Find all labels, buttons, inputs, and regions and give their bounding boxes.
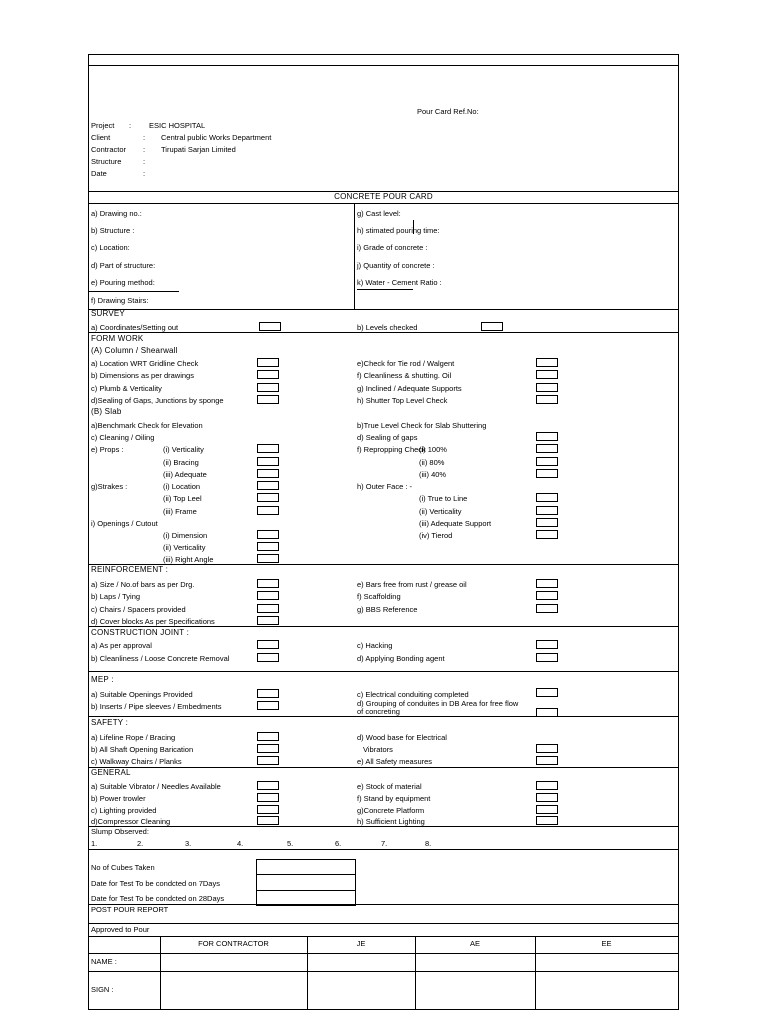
client-value: Central public Works Department bbox=[161, 133, 272, 142]
scaffolding-checkbox[interactable] bbox=[536, 591, 558, 600]
part-of-structure-label: d) Part of structure: bbox=[91, 261, 156, 270]
strakes-label: g)Strakes : bbox=[91, 482, 128, 491]
structure-field-label: b) Structure : bbox=[91, 226, 135, 235]
survey-top-line bbox=[89, 309, 678, 310]
slump-heading: Slump Observed: bbox=[91, 827, 149, 836]
shaft-opening-checkbox[interactable] bbox=[257, 744, 279, 753]
sealing-gaps-checkbox[interactable] bbox=[257, 395, 279, 404]
location-label: c) Location: bbox=[91, 243, 130, 252]
contractor-label: Contractor bbox=[91, 145, 127, 154]
openings-label: i) Openings / Cutout bbox=[91, 519, 158, 528]
mep-heading: MEP : bbox=[91, 675, 114, 684]
formwork-top-line bbox=[89, 332, 678, 333]
as-per-approval-checkbox[interactable] bbox=[257, 640, 279, 649]
sign-row-label: SIGN : bbox=[91, 985, 114, 994]
shutter-top-level-label: h) Shutter Top Level Check bbox=[357, 396, 448, 405]
slump-number-6: 6. bbox=[335, 839, 342, 848]
construction-joint-top-line bbox=[89, 626, 678, 627]
cubes-top-line bbox=[89, 849, 678, 850]
slump-number-5: 5. bbox=[287, 839, 294, 848]
drawing-stairs-underline bbox=[89, 291, 179, 292]
size-bars-checkbox[interactable] bbox=[257, 579, 279, 588]
wood-base-label: d) Wood base for Electrical bbox=[357, 733, 447, 742]
bars-free-rust-label: e) Bars free from rust / grease oil bbox=[357, 580, 467, 589]
client-label: Client bbox=[91, 133, 111, 142]
structure-label: Structure bbox=[91, 157, 122, 166]
strakes-location-label: (i) Location bbox=[163, 482, 201, 491]
slump-number-3: 3. bbox=[185, 839, 192, 848]
name-row-label: NAME : bbox=[91, 957, 117, 966]
grade-of-concrete-label: i) Grade of concrete : bbox=[357, 243, 428, 252]
general-top-line bbox=[89, 767, 678, 768]
standby-equipment-label: f) Stand by equipment bbox=[357, 794, 431, 803]
concrete-platform-checkbox[interactable] bbox=[536, 805, 558, 814]
cleaning-oiling-label: c) Cleaning / Oiling bbox=[91, 433, 155, 442]
je-header: JE bbox=[356, 939, 366, 948]
strakes-location-checkbox[interactable] bbox=[257, 481, 279, 490]
slump-number-2: 2. bbox=[137, 839, 144, 848]
date-sep: : bbox=[143, 169, 146, 178]
construction-joint-heading: CONSTRUCTION JOINT : bbox=[91, 628, 190, 637]
repropping-label: f) Repropping Check bbox=[357, 445, 426, 454]
plumb-verticality-checkbox[interactable] bbox=[257, 383, 279, 392]
outer-face-support-checkbox[interactable] bbox=[536, 518, 558, 527]
hacking-checkbox[interactable] bbox=[536, 640, 558, 649]
sign-table-name-line bbox=[89, 971, 678, 972]
bonding-agent-checkbox[interactable] bbox=[536, 653, 558, 662]
pouring-time-cursor bbox=[413, 220, 414, 234]
power-trowler-label: b) Power trowler bbox=[91, 794, 146, 803]
safety-measures-checkbox[interactable] bbox=[536, 756, 558, 765]
stock-material-checkbox[interactable] bbox=[536, 781, 558, 790]
structure-sep: : bbox=[143, 157, 146, 166]
props-label: e) Props : bbox=[91, 445, 124, 454]
general-heading: GENERAL bbox=[91, 768, 131, 777]
inclined-supports-label: g) Inclined / Adequate Supports bbox=[357, 384, 462, 393]
inserts-sleeves-checkbox[interactable] bbox=[257, 701, 279, 710]
slump-top-line bbox=[89, 826, 678, 827]
slump-number-4: 4. bbox=[237, 839, 244, 848]
plumb-verticality-label: c) Plumb & Verticality bbox=[91, 384, 162, 393]
test-7days-label: Date for Test To be condcted on 7Days bbox=[91, 879, 220, 888]
pour-card-ref-label: Pour Card Ref.No: bbox=[417, 107, 479, 116]
props-verticality-label: (i) Verticality bbox=[163, 445, 204, 454]
walkway-chairs-checkbox[interactable] bbox=[257, 756, 279, 765]
outer-face-support-label: (iii) Adequate Support bbox=[419, 519, 492, 528]
concrete-pour-card-form bbox=[88, 54, 679, 1010]
column-shearwall-heading: (A) Column / Shearwall bbox=[91, 346, 178, 355]
title-bottom-line bbox=[89, 203, 678, 204]
coordinates-label: a) Coordinates/Setting out bbox=[91, 323, 179, 332]
cubes-entry-row-line-2 bbox=[256, 890, 356, 891]
repropping-40-label: (iii) 40% bbox=[419, 470, 447, 479]
drawing-stairs-label: f) Drawing Stairs: bbox=[91, 296, 149, 305]
walkway-chairs-label: c) Walkway Chairs / Planks bbox=[91, 757, 182, 766]
openings-dimension-label: (i) Dimension bbox=[163, 531, 208, 540]
grouping-conduites-label-2: of concreting bbox=[357, 707, 400, 716]
strakes-frame-label: (iii) Frame bbox=[163, 507, 197, 516]
project-value: ESIC HOSPITAL bbox=[149, 121, 206, 130]
pouring-time-label: h) stimated pouring time: bbox=[357, 226, 440, 235]
loose-concrete-label: b) Cleanliness / Loose Concrete Removal bbox=[91, 654, 230, 663]
coordinates-checkbox[interactable] bbox=[259, 322, 281, 331]
electrical-conduiting-label: c) Electrical conduiting completed bbox=[357, 690, 469, 699]
repropping-80-label: (ii) 80% bbox=[419, 458, 445, 467]
openings-right-angle-checkbox[interactable] bbox=[257, 554, 279, 563]
props-adequate-checkbox[interactable] bbox=[257, 469, 279, 478]
test-28days-label: Date for Test To be condcted on 28Days bbox=[91, 894, 225, 903]
props-bracing-label: (ii) Bracing bbox=[163, 458, 199, 467]
outer-face-true-line-label: (i) True to Line bbox=[419, 494, 468, 503]
ae-header: AE bbox=[469, 939, 480, 948]
vibrator-needles-label: a) Suitable Vibrator / Needles Available bbox=[91, 782, 221, 791]
safety-heading: SAFETY : bbox=[91, 718, 129, 727]
openings-verticality-checkbox[interactable] bbox=[257, 542, 279, 551]
chairs-spacers-checkbox[interactable] bbox=[257, 604, 279, 613]
sealing-gaps-label: d)Sealing of Gaps, Junctions by sponge bbox=[91, 396, 224, 405]
openings-verticality-label: (ii) Verticality bbox=[163, 543, 206, 552]
post-pour-report-heading: POST POUR REPORT bbox=[91, 905, 169, 914]
wood-base-checkbox[interactable] bbox=[536, 744, 558, 753]
bonding-agent-label: d) Applying Bonding agent bbox=[357, 654, 445, 663]
header-top-line bbox=[89, 65, 678, 66]
for-contractor-header: FOR CONTRACTOR bbox=[198, 939, 269, 948]
inserts-sleeves-label: b) Inserts / Pipe sleeves / Embedments bbox=[91, 702, 222, 711]
mep-top-line bbox=[89, 671, 678, 672]
client-sep: : bbox=[143, 133, 146, 142]
outer-face-tierod-checkbox[interactable] bbox=[536, 530, 558, 539]
pouring-method-label: e) Pouring method: bbox=[91, 278, 155, 287]
contractor-sep: : bbox=[143, 145, 146, 154]
lifeline-rope-label: a) Lifeline Rope / Bracing bbox=[91, 733, 176, 742]
safety-top-line bbox=[89, 716, 678, 717]
form-title: CONCRETE POUR CARD bbox=[334, 192, 433, 201]
suitable-openings-checkbox[interactable] bbox=[257, 689, 279, 698]
location-wrt-gridline-label: a) Location WRT Gridline Check bbox=[91, 359, 199, 368]
scaffolding-label: f) Scaffolding bbox=[357, 592, 401, 601]
cover-blocks-label: d) Cover blocks As per Specifications bbox=[91, 617, 215, 626]
general-info-divider bbox=[354, 203, 355, 309]
cubes-entry-row-line-1 bbox=[256, 874, 356, 875]
outer-face-verticality-checkbox[interactable] bbox=[536, 506, 558, 515]
sign-table-header-line bbox=[89, 953, 678, 954]
loose-concrete-checkbox[interactable] bbox=[257, 653, 279, 662]
true-level-label: b)True Level Check for Slab Shuttering bbox=[357, 421, 487, 430]
concrete-platform-label: g)Concrete Platform bbox=[357, 806, 425, 815]
electrical-conduiting-checkbox[interactable] bbox=[536, 688, 558, 697]
levels-checked-checkbox[interactable] bbox=[481, 322, 503, 331]
quantity-of-concrete-label: j) Quantity of concrete : bbox=[357, 261, 435, 270]
inclined-supports-checkbox[interactable] bbox=[536, 383, 558, 392]
lifeline-rope-checkbox[interactable] bbox=[257, 732, 279, 741]
strakes-frame-checkbox[interactable] bbox=[257, 506, 279, 515]
project-label: Project bbox=[91, 121, 115, 130]
survey-heading: SURVEY bbox=[91, 309, 125, 318]
cleanliness-oil-checkbox[interactable] bbox=[536, 370, 558, 379]
approved-top-line bbox=[89, 923, 678, 924]
laps-tying-label: b) Laps / Tying bbox=[91, 592, 141, 601]
outer-face-label: h) Outer Face : - bbox=[357, 482, 413, 491]
vibrators-label: Vibrators bbox=[363, 745, 393, 754]
hacking-label: c) Hacking bbox=[357, 641, 393, 650]
tie-rod-label: e)Check for Tie rod / Walgent bbox=[357, 359, 455, 368]
repropping-40-checkbox[interactable] bbox=[536, 469, 558, 478]
grouping-conduites-label: d) Grouping of conduites in DB Area for free flow bbox=[357, 699, 519, 708]
bbs-reference-label: g) BBS Reference bbox=[357, 605, 418, 614]
stock-material-label: e) Stock of material bbox=[357, 782, 422, 791]
props-verticality-checkbox[interactable] bbox=[257, 444, 279, 453]
sufficient-lighting-label: h) Sufficient Lighting bbox=[357, 817, 425, 826]
contractor-value: Tirupati Sarjan Limited bbox=[161, 145, 236, 154]
outer-face-tierod-label: (iv) Tierod bbox=[419, 531, 453, 540]
date-label: Date bbox=[91, 169, 107, 178]
standby-equipment-checkbox[interactable] bbox=[536, 793, 558, 802]
cubes-entry-box[interactable] bbox=[256, 859, 356, 906]
vibrator-needles-checkbox[interactable] bbox=[257, 781, 279, 790]
water-cement-ratio-label: k) Water - Cement Ratio : bbox=[357, 278, 442, 287]
cover-blocks-checkbox[interactable] bbox=[257, 616, 279, 625]
approved-to-pour-label: Approved to Pour bbox=[91, 925, 150, 934]
shutter-top-level-checkbox[interactable] bbox=[536, 395, 558, 404]
laps-tying-checkbox[interactable] bbox=[257, 591, 279, 600]
levels-checked-label: b) Levels checked bbox=[357, 323, 418, 332]
formwork-heading: FORM WORK bbox=[91, 334, 144, 343]
power-trowler-checkbox[interactable] bbox=[257, 793, 279, 802]
strakes-top-level-label: (ii) Top Leel bbox=[163, 494, 202, 503]
sign-table-top-line bbox=[89, 936, 678, 937]
post-pour-top-line bbox=[89, 904, 678, 905]
slump-number-7: 7. bbox=[381, 839, 388, 848]
benchmark-label: a)Benchmark Check for Elevation bbox=[91, 421, 203, 430]
bbs-reference-checkbox[interactable] bbox=[536, 604, 558, 613]
drawing-no-label: a) Drawing no.: bbox=[91, 209, 142, 218]
cleanliness-oil-label: f) Cleanliness & shutting. Oil bbox=[357, 371, 452, 380]
repropping-100-checkbox[interactable] bbox=[536, 444, 558, 453]
repropping-100-label: (i) 100% bbox=[419, 445, 447, 454]
ee-header: EE bbox=[601, 939, 612, 948]
sealing-of-gaps-label: d) Sealing of gaps bbox=[357, 433, 418, 442]
sealing-of-gaps-checkbox[interactable] bbox=[536, 432, 558, 441]
props-bracing-checkbox[interactable] bbox=[257, 457, 279, 466]
water-cement-underline bbox=[357, 289, 413, 290]
outer-face-true-line-checkbox[interactable] bbox=[536, 493, 558, 502]
compressor-cleaning-label: d)Compressor Cleaning bbox=[91, 817, 171, 826]
cast-level-label: g) Cast level: bbox=[357, 209, 401, 218]
lighting-provided-checkbox[interactable] bbox=[257, 805, 279, 814]
openings-right-angle-label: (iii) Right Angle bbox=[163, 555, 214, 564]
as-per-approval-label: a) As per approval bbox=[91, 641, 152, 650]
openings-dimension-checkbox[interactable] bbox=[257, 530, 279, 539]
outer-face-verticality-label: (ii) Verticality bbox=[419, 507, 462, 516]
slab-heading: (B) Slab bbox=[91, 407, 122, 416]
size-bars-label: a) Size / No.of bars as per Drg. bbox=[91, 580, 195, 589]
reinforcement-top-line bbox=[89, 564, 678, 565]
dimensions-label: b) Dimensions as per drawings bbox=[91, 371, 194, 380]
tie-rod-checkbox[interactable] bbox=[536, 358, 558, 367]
lighting-provided-label: c) Lighting provided bbox=[91, 806, 157, 815]
strakes-top-level-checkbox[interactable] bbox=[257, 493, 279, 502]
no-of-cubes-label: No of Cubes Taken bbox=[91, 863, 155, 872]
suitable-openings-label: a) Suitable Openings Provided bbox=[91, 690, 193, 699]
chairs-spacers-label: c) Chairs / Spacers provided bbox=[91, 605, 186, 614]
props-adequate-label: (iii) Adequate bbox=[163, 470, 207, 479]
slump-number-8: 8. bbox=[425, 839, 432, 848]
reinforcement-heading: REINFORCEMENT : bbox=[91, 565, 169, 574]
repropping-80-checkbox[interactable] bbox=[536, 457, 558, 466]
sufficient-lighting-checkbox[interactable] bbox=[536, 816, 558, 825]
dimensions-checkbox[interactable] bbox=[257, 370, 279, 379]
safety-measures-label: e) All Safety measures bbox=[357, 757, 433, 766]
project-sep: : bbox=[129, 121, 132, 130]
bars-free-rust-checkbox[interactable] bbox=[536, 579, 558, 588]
compressor-cleaning-checkbox[interactable] bbox=[257, 816, 279, 825]
slump-number-1: 1. bbox=[91, 839, 98, 848]
shaft-opening-label: b) All Shaft Opening Barication bbox=[91, 745, 194, 754]
location-wrt-gridline-checkbox[interactable] bbox=[257, 358, 279, 367]
